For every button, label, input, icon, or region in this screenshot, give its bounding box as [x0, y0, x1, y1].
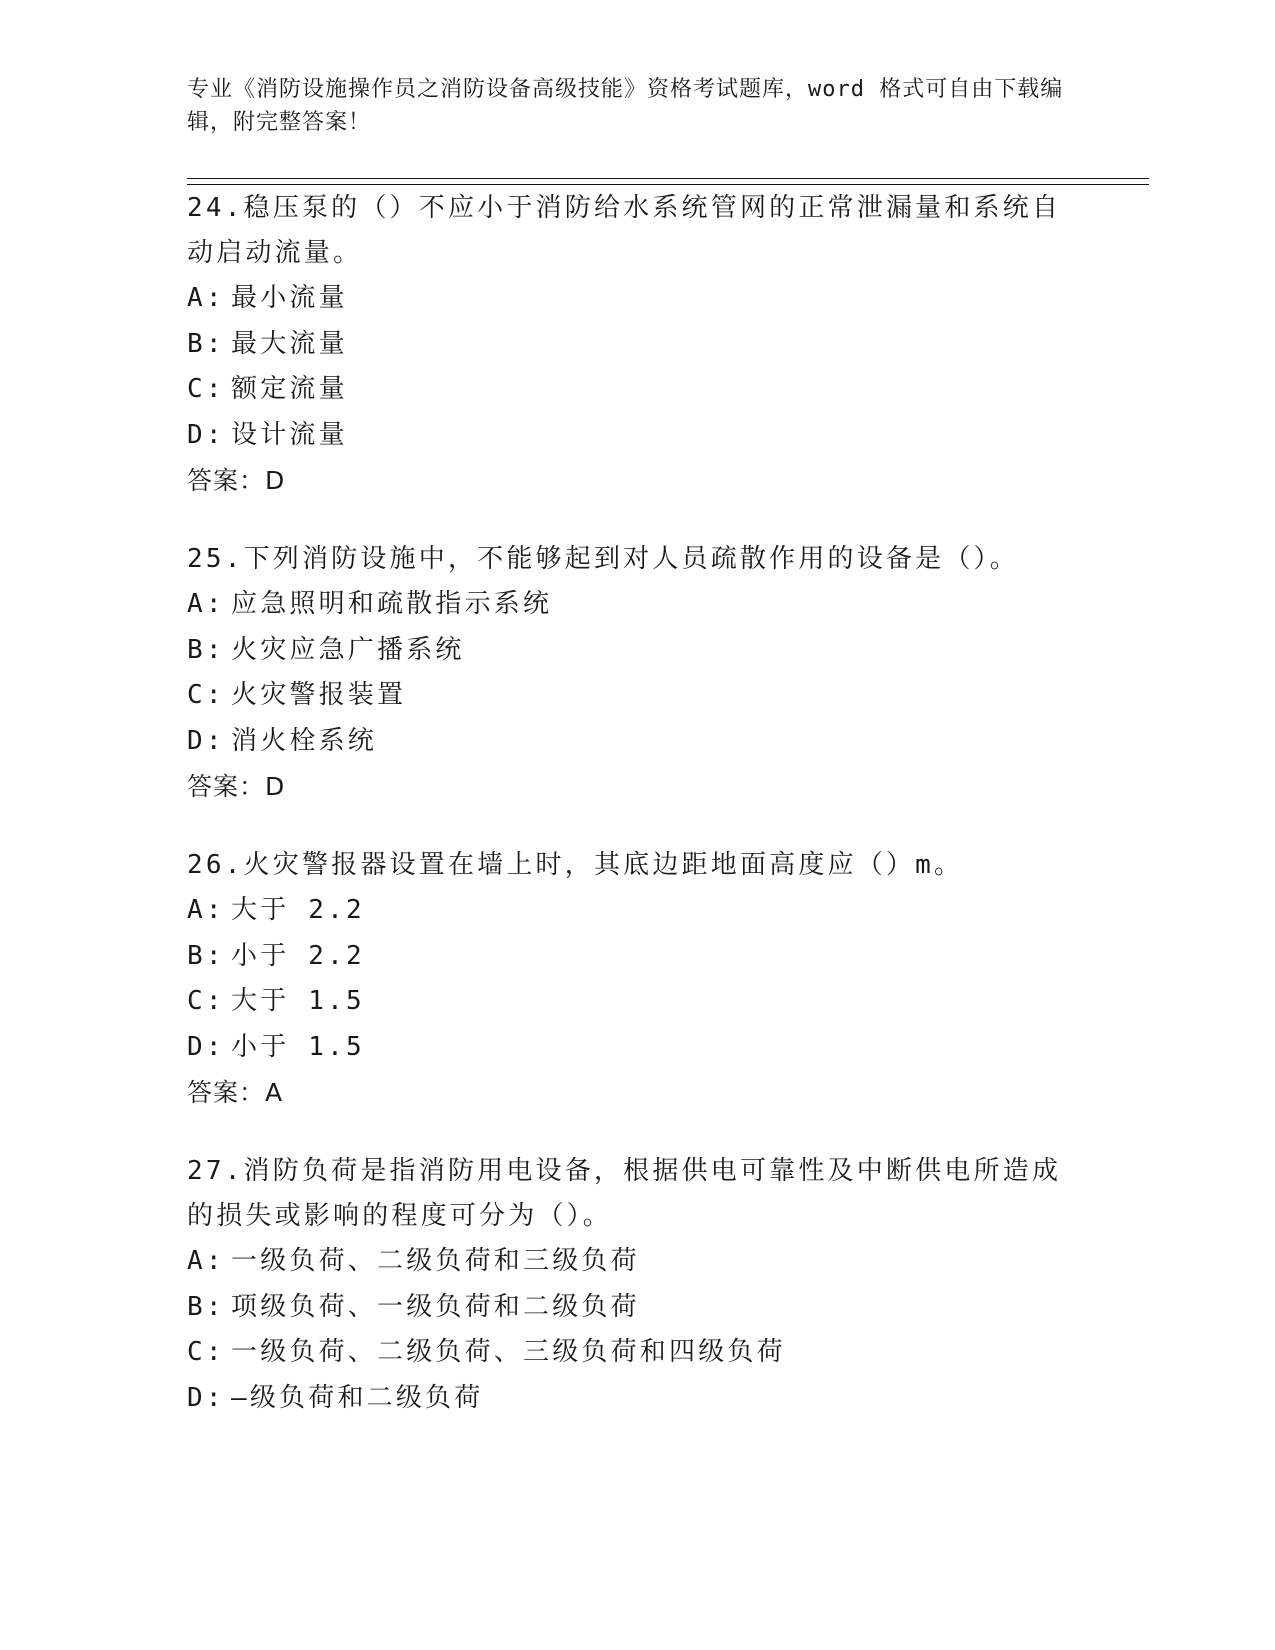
- header-divider-bottom: [187, 184, 1149, 185]
- question-list: [187, 186, 1087, 1455]
- option-key: A:: [187, 283, 225, 313]
- option-a: [187, 582, 1087, 628]
- answer-label: 答案：D: [187, 772, 286, 801]
- option-b: [187, 934, 1087, 980]
- option-key: A:: [187, 589, 225, 619]
- option-text: 火灾警报装置: [231, 680, 407, 710]
- option-text: —级负荷和二级负荷: [231, 1382, 484, 1413]
- option-key: D:: [187, 1382, 225, 1413]
- question-stem: 27.消防负荷是指消防用电设备，根据供电可靠性及中断供电所造成的损失或影响的程度可分为（）。: [187, 1156, 1062, 1231]
- option-key: D:: [187, 419, 225, 450]
- option-text: 小于 1.5: [231, 1031, 365, 1062]
- option-text: 最大流量: [231, 328, 348, 359]
- question-24: [187, 186, 1087, 503]
- option-a: [187, 276, 1087, 322]
- answer-label: 答案：A: [187, 1078, 284, 1107]
- option-text: 火灾应急广播系统: [231, 634, 465, 665]
- option-b: [187, 1285, 1087, 1331]
- option-text: 最小流量: [231, 283, 348, 313]
- option-b: [187, 628, 1087, 674]
- option-a: [187, 888, 1087, 934]
- question-27: [187, 1149, 1087, 1421]
- option-text: 设计流量: [231, 419, 348, 450]
- option-text: 额定流量: [231, 374, 348, 404]
- option-d: [187, 1025, 1087, 1071]
- option-c: [187, 1330, 1087, 1376]
- option-key: B:: [187, 1291, 225, 1322]
- option-text: 一级负荷、二级负荷和三级负荷: [231, 1246, 640, 1276]
- option-d: [187, 719, 1087, 765]
- question-25: [187, 537, 1087, 809]
- option-key: C:: [187, 680, 225, 710]
- answer-label: 答案：D: [187, 466, 286, 495]
- option-key: C:: [187, 374, 225, 404]
- option-d: [187, 413, 1087, 459]
- option-a: [187, 1239, 1087, 1285]
- option-text: 大于 1.5: [231, 986, 365, 1016]
- option-key: B:: [187, 940, 225, 971]
- header-divider-top: [187, 178, 1149, 179]
- option-text: 应急照明和疏散指示系统: [231, 589, 553, 619]
- option-b: [187, 322, 1087, 368]
- option-key: B:: [187, 634, 225, 665]
- document-header: 专业《消防设施操作员之消防设备高级技能》资格考试题库，word 格式可自由下载编辑，附完整答案！: [187, 77, 1064, 135]
- option-text: 消火栓系统: [231, 725, 378, 756]
- option-text: 大于 2.2: [231, 895, 365, 925]
- option-key: A:: [187, 895, 225, 925]
- question-26: [187, 843, 1087, 1115]
- option-text: 小于 2.2: [231, 940, 365, 971]
- question-stem: 25.下列消防设施中，不能够起到对人员疏散作用的设备是（）。: [187, 544, 1019, 574]
- option-key: A:: [187, 1246, 225, 1276]
- option-key: D:: [187, 725, 225, 756]
- question-stem: 26.火灾警报器设置在墙上时，其底边距地面高度应（）m。: [187, 850, 964, 880]
- option-c: [187, 367, 1087, 413]
- option-text: 一级负荷、二级负荷、三级负荷和四级负荷: [231, 1337, 786, 1367]
- option-key: D:: [187, 1031, 225, 1062]
- option-d: [187, 1376, 1087, 1422]
- option-c: [187, 979, 1087, 1025]
- option-key: C:: [187, 986, 225, 1016]
- question-stem: 24.稳压泵的（）不应小于消防给水系统管网的正常泄漏量和系统自动启动流量。: [187, 193, 1062, 268]
- option-text: 项级负荷、一级负荷和二级负荷: [231, 1291, 640, 1322]
- option-key: B:: [187, 328, 225, 359]
- option-c: [187, 673, 1087, 719]
- option-key: C:: [187, 1337, 225, 1367]
